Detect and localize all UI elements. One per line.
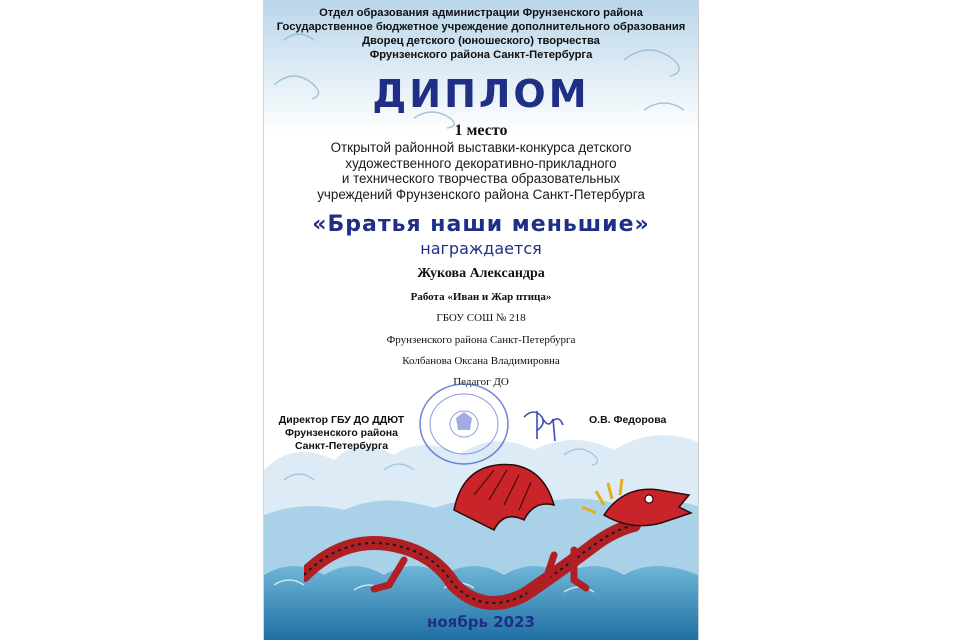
teacher-role: Педагог ДО [453, 376, 509, 388]
org-line: Дворец детского (юношеского) творчества [362, 35, 600, 47]
description-line: художественного декоративно-прикладного [345, 155, 617, 171]
awarded-label: награждается [420, 239, 542, 258]
teacher-name: Колбанова Оксана Владимировна [402, 355, 560, 367]
signer-name: О.В. Федорова [589, 414, 667, 426]
org-line: Отдел образования администрации Фрунзенского района [319, 7, 643, 19]
diploma-date: ноябрь 2023 [427, 613, 535, 631]
diploma-page [263, 0, 699, 640]
contest-description [264, 140, 698, 202]
district-line: Фрунзенского района Санкт-Петербурга [386, 334, 576, 346]
work-title: Работа «Иван и Жар птица» [410, 291, 552, 303]
director-title [274, 414, 409, 453]
signature [519, 405, 569, 445]
place-label: 1 место [454, 122, 508, 139]
director-line: Директор ГБУ ДО ДДЮТ [278, 414, 405, 426]
director-line: Санкт-Петербурга [294, 440, 389, 452]
contest-name: «Братья наши меньшие» [312, 212, 650, 237]
director-line: Фрунзенского района [285, 427, 398, 439]
diploma-title: ДИПЛОМ [372, 72, 590, 116]
org-line: Фрунзенского района Санкт-Петербурга [369, 49, 593, 61]
org-header [264, 6, 698, 62]
school-line: ГБОУ СОШ № 218 [436, 312, 526, 324]
official-seal [416, 382, 512, 466]
description-line: и технического творчества образовательных [341, 171, 621, 186]
org-line: Государственное бюджетное учреждение дополнительного образования [276, 21, 686, 33]
description-line: Открытой районной выставки-конкурса детского [330, 140, 632, 155]
description-line: учреждений Фрунзенского района Санкт-Петербурга [317, 186, 645, 202]
recipient-name: Жукова Александра [417, 266, 545, 281]
dragon-illustration [304, 455, 698, 625]
